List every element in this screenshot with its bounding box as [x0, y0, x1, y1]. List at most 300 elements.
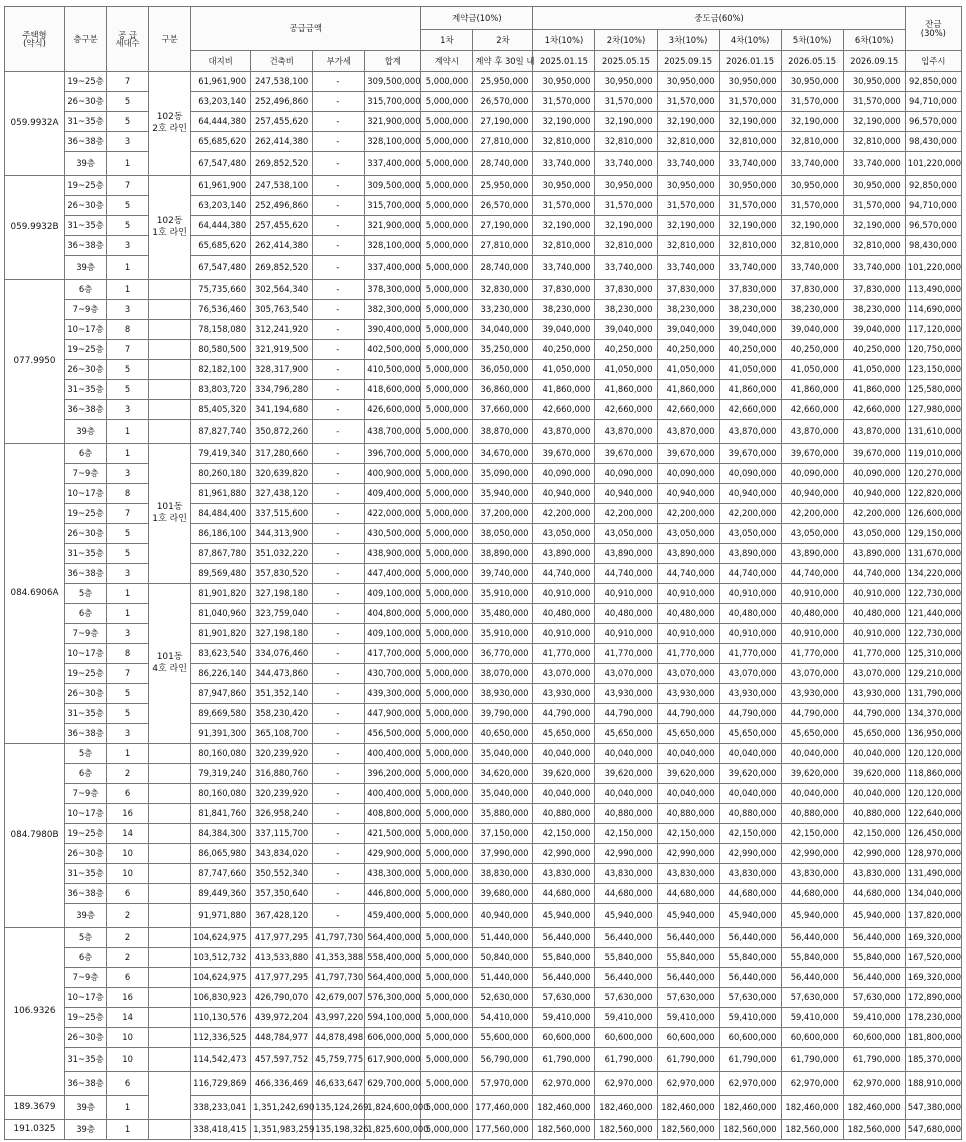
total-cell: 408,800,000: [365, 804, 421, 824]
division-cell: [149, 280, 191, 300]
middle-4-cell: 33,740,000: [719, 256, 781, 280]
land-cell: 65,685,620: [191, 132, 251, 152]
floor-cell: 39층: [65, 420, 107, 444]
contract-1-cell: 5,000,000: [421, 236, 473, 256]
middle-1-cell: 42,990,000: [533, 844, 595, 864]
middle-1-cell: 44,740,000: [533, 564, 595, 584]
middle-1-cell: 43,070,000: [533, 664, 595, 684]
contract-1-cell: 5,000,000: [421, 1072, 473, 1096]
contract-1-cell: 5,000,000: [421, 928, 473, 948]
land-header: 대지비: [191, 51, 251, 72]
middle-5-cell: 37,830,000: [781, 280, 843, 300]
middle-4-cell: 43,070,000: [719, 664, 781, 684]
middle-6-cell: 40,250,000: [843, 340, 905, 360]
middle-2-cell: 44,790,000: [595, 704, 657, 724]
units-cell: 5: [107, 380, 149, 400]
vat-cell: 43,997,220: [313, 1008, 365, 1028]
middle-1-cell: 42,200,000: [533, 504, 595, 524]
total-cell: 558,400,000: [365, 948, 421, 968]
middle-6-cell: 31,570,000: [843, 196, 905, 216]
table-row: [5, 216, 962, 236]
division-cell: [149, 904, 191, 928]
units-cell: 1: [107, 152, 149, 176]
contract-2-cell: 28,740,000: [473, 152, 533, 176]
vat-cell: 135,124,269: [313, 1096, 365, 1120]
middle-1-date: 2025.01.15: [533, 51, 595, 72]
total-cell: 459,400,000: [365, 904, 421, 928]
middle-4-cell: 44,740,000: [719, 564, 781, 584]
middle-2-cell: 40,910,000: [595, 624, 657, 644]
middle-3-cell: 33,740,000: [657, 152, 719, 176]
land-cell: 91,391,300: [191, 724, 251, 744]
building-cell: 247,538,100: [251, 72, 313, 92]
table-row: [5, 196, 962, 216]
middle-1-cell: 59,410,000: [533, 1008, 595, 1028]
middle-2-cell: 40,880,000: [595, 804, 657, 824]
middle-4-cell: 40,880,000: [719, 804, 781, 824]
balance-cell: 125,580,000: [905, 380, 961, 400]
balance-cell: 169,320,000: [905, 968, 961, 988]
land-cell: 80,260,180: [191, 464, 251, 484]
contract-1-cell: 5,000,000: [421, 704, 473, 724]
building-cell: 417,977,295: [251, 928, 313, 948]
contract-1-cell: 5,000,000: [421, 724, 473, 744]
type-cell: 084.7980B: [5, 744, 65, 928]
middle-4-cell: 59,410,000: [719, 1008, 781, 1028]
total-header: 합계: [365, 51, 421, 72]
middle-3-cell: 30,950,000: [657, 72, 719, 92]
middle-1-cell: 32,190,000: [533, 112, 595, 132]
units-cell: 14: [107, 824, 149, 844]
balance-cell: 126,600,000: [905, 504, 961, 524]
middle-4-cell: 43,870,000: [719, 420, 781, 444]
units-cell: 6: [107, 784, 149, 804]
contract-2-cell: 34,670,000: [473, 444, 533, 464]
middle-2-cell: 33,740,000: [595, 256, 657, 280]
division-cell: [149, 1120, 191, 1140]
floor-cell: 19~25층: [65, 1008, 107, 1028]
middle-1-header: 1차(10%): [533, 30, 595, 51]
balance-cell: 178,230,000: [905, 1008, 961, 1028]
land-cell: 81,901,820: [191, 624, 251, 644]
contract-2-cell: 35,090,000: [473, 464, 533, 484]
middle-3-cell: 62,970,000: [657, 1072, 719, 1096]
building-cell: 466,336,469: [251, 1072, 313, 1096]
floor-cell: 6층: [65, 764, 107, 784]
building-cell: 413,533,880: [251, 948, 313, 968]
vat-cell: -: [313, 340, 365, 360]
vat-cell: -: [313, 280, 365, 300]
contract-1-cell: 5,000,000: [421, 1096, 473, 1120]
table-row: [5, 968, 962, 988]
units-cell: 7: [107, 176, 149, 196]
table-row: [5, 400, 962, 420]
division-cell: [149, 1028, 191, 1048]
contract-1-cell: 5,000,000: [421, 400, 473, 420]
middle-3-cell: 57,630,000: [657, 988, 719, 1008]
building-cell: 328,317,900: [251, 360, 313, 380]
land-cell: 86,226,140: [191, 664, 251, 684]
middle-4-cell: 40,040,000: [719, 744, 781, 764]
middle-1-cell: 44,680,000: [533, 884, 595, 904]
table-row: [5, 360, 962, 380]
middle-3-cell: 40,480,000: [657, 604, 719, 624]
middle-1-cell: 44,790,000: [533, 704, 595, 724]
middle-5-cell: 30,950,000: [781, 72, 843, 92]
middle-6-cell: 40,040,000: [843, 744, 905, 764]
vat-cell: -: [313, 764, 365, 784]
floor-cell: 19~25층: [65, 504, 107, 524]
land-cell: 116,729,869: [191, 1072, 251, 1096]
middle-1-cell: 33,740,000: [533, 152, 595, 176]
middle-3-cell: 45,650,000: [657, 724, 719, 744]
contract-1-cell: 5,000,000: [421, 1028, 473, 1048]
middle-3-cell: 182,560,000: [657, 1120, 719, 1140]
land-cell: 86,065,980: [191, 844, 251, 864]
total-cell: 438,300,000: [365, 864, 421, 884]
middle-2-cell: 42,990,000: [595, 844, 657, 864]
middle-2-cell: 59,410,000: [595, 1008, 657, 1028]
middle-5-cell: 60,600,000: [781, 1028, 843, 1048]
contract-1-cell: 5,000,000: [421, 664, 473, 684]
balance-cell: 127,980,000: [905, 400, 961, 420]
building-cell: 350,872,260: [251, 420, 313, 444]
vat-cell: -: [313, 92, 365, 112]
land-cell: 338,233,041: [191, 1096, 251, 1120]
middle-5-cell: 39,620,000: [781, 764, 843, 784]
vat-cell: -: [313, 320, 365, 340]
total-cell: 576,300,000: [365, 988, 421, 1008]
middle-3-cell: 45,940,000: [657, 904, 719, 928]
vat-cell: 42,679,007: [313, 988, 365, 1008]
middle-2-cell: 38,230,000: [595, 300, 657, 320]
middle-5-cell: 32,190,000: [781, 216, 843, 236]
land-cell: 63,203,140: [191, 92, 251, 112]
middle-1-cell: 39,620,000: [533, 764, 595, 784]
middle-3-cell: 42,200,000: [657, 504, 719, 524]
contract-1-cell: 5,000,000: [421, 624, 473, 644]
type-cell: 084.6906A: [5, 444, 65, 744]
vat-cell: -: [313, 380, 365, 400]
middle-1-cell: 32,810,000: [533, 132, 595, 152]
units-cell: 2: [107, 928, 149, 948]
balance-cell: 128,970,000: [905, 844, 961, 864]
middle-4-cell: 43,830,000: [719, 864, 781, 884]
floor-cell: 7~9층: [65, 464, 107, 484]
vat-cell: -: [313, 904, 365, 928]
contract-2-cell: 40,650,000: [473, 724, 533, 744]
units-cell: 1: [107, 256, 149, 280]
vat-cell: -: [313, 300, 365, 320]
middle-3-cell: 32,190,000: [657, 112, 719, 132]
middle-4-cell: 39,620,000: [719, 764, 781, 784]
middle-3-cell: 31,570,000: [657, 92, 719, 112]
units-cell: 1: [107, 420, 149, 444]
balance-cell: 131,670,000: [905, 544, 961, 564]
middle-4-cell: 39,040,000: [719, 320, 781, 340]
division-cell: [149, 764, 191, 784]
contract-1-cell: 5,000,000: [421, 72, 473, 92]
middle-2-cell: 62,970,000: [595, 1072, 657, 1096]
land-cell: 104,624,975: [191, 928, 251, 948]
building-cell: 326,958,240: [251, 804, 313, 824]
middle-2-cell: 32,190,000: [595, 112, 657, 132]
land-cell: 65,685,620: [191, 236, 251, 256]
middle-5-cell: 31,570,000: [781, 196, 843, 216]
division-cell: [149, 784, 191, 804]
balance-cell: 118,860,000: [905, 764, 961, 784]
units-cell: 1: [107, 744, 149, 764]
middle-6-header: 6차(10%): [843, 30, 905, 51]
middle-4-cell: 56,440,000: [719, 928, 781, 948]
balance-cell: 185,370,000: [905, 1048, 961, 1072]
land-cell: 87,747,660: [191, 864, 251, 884]
middle-1-cell: 40,910,000: [533, 624, 595, 644]
building-cell: 457,597,752: [251, 1048, 313, 1072]
floor-cell: 31~35층: [65, 864, 107, 884]
vat-cell: -: [313, 624, 365, 644]
balance-cell: 125,310,000: [905, 644, 961, 664]
middle-5-cell: 31,570,000: [781, 92, 843, 112]
land-cell: 110,130,576: [191, 1008, 251, 1028]
middle-2-cell: 61,790,000: [595, 1048, 657, 1072]
land-cell: 80,580,500: [191, 340, 251, 360]
contract-2-cell: 27,190,000: [473, 216, 533, 236]
division-cell: [149, 824, 191, 844]
middle-4-cell: 182,560,000: [719, 1120, 781, 1140]
middle-1-cell: 40,940,000: [533, 484, 595, 504]
middle-4-cell: 42,150,000: [719, 824, 781, 844]
division-cell: [149, 928, 191, 948]
vat-cell: 41,797,730: [313, 968, 365, 988]
middle-4-cell: 57,630,000: [719, 988, 781, 1008]
floor-cell: 5층: [65, 584, 107, 604]
total-cell: 404,800,000: [365, 604, 421, 624]
units-cell: 6: [107, 1072, 149, 1096]
contract-2-cell: 39,790,000: [473, 704, 533, 724]
middle-4-cell: 42,990,000: [719, 844, 781, 864]
vat-cell: -: [313, 584, 365, 604]
contract-1-cell: 5,000,000: [421, 844, 473, 864]
middle-5-cell: 33,740,000: [781, 256, 843, 280]
table-row: [5, 444, 962, 464]
middle-2-cell: 41,050,000: [595, 360, 657, 380]
floor-cell: 36~38층: [65, 400, 107, 420]
middle-1-cell: 43,830,000: [533, 864, 595, 884]
building-cell: 448,784,977: [251, 1028, 313, 1048]
building-cell: 317,280,660: [251, 444, 313, 464]
middle-6-cell: 59,410,000: [843, 1008, 905, 1028]
middle-2-cell: 41,860,000: [595, 380, 657, 400]
middle-1-cell: 61,790,000: [533, 1048, 595, 1072]
total-cell: 309,500,000: [365, 72, 421, 92]
land-cell: 67,547,480: [191, 152, 251, 176]
land-cell: 112,336,525: [191, 1028, 251, 1048]
balance-header: 잔금 (30%): [905, 7, 961, 51]
table-row: [5, 464, 962, 484]
contract-1-cell: 5,000,000: [421, 604, 473, 624]
floor-header: 층구분: [65, 7, 107, 72]
contract-header: 계약금(10%): [421, 7, 533, 30]
middle-1-cell: 40,250,000: [533, 340, 595, 360]
middle-4-cell: 45,940,000: [719, 904, 781, 928]
vat-cell: -: [313, 444, 365, 464]
middle-4-cell: 61,790,000: [719, 1048, 781, 1072]
middle-5-cell: 44,740,000: [781, 564, 843, 584]
middle-2-cell: 42,200,000: [595, 504, 657, 524]
contract-2-cell: 52,630,000: [473, 988, 533, 1008]
contract-1-when: 계약시: [421, 51, 473, 72]
total-cell: 1,824,600,000: [365, 1096, 421, 1120]
units-cell: 10: [107, 1028, 149, 1048]
balance-cell: 92,850,000: [905, 176, 961, 196]
floor-cell: 19~25층: [65, 72, 107, 92]
middle-1-cell: 41,860,000: [533, 380, 595, 400]
division-cell: [149, 804, 191, 824]
contract-2-cell: 34,620,000: [473, 764, 533, 784]
division-cell: [149, 988, 191, 1008]
contract-2-cell: 25,950,000: [473, 72, 533, 92]
building-cell: 334,076,460: [251, 644, 313, 664]
middle-5-cell: 43,050,000: [781, 524, 843, 544]
middle-4-cell: 55,840,000: [719, 948, 781, 968]
middle-6-cell: 33,740,000: [843, 152, 905, 176]
land-cell: 64,444,380: [191, 112, 251, 132]
middle-3-cell: 43,050,000: [657, 524, 719, 544]
contract-2-cell: 27,190,000: [473, 112, 533, 132]
floor-cell: 6층: [65, 280, 107, 300]
vat-cell: -: [313, 804, 365, 824]
division-cell: 102동 2호 라인: [149, 72, 191, 176]
units-cell: 5: [107, 704, 149, 724]
units-cell: 7: [107, 504, 149, 524]
total-cell: 337,400,000: [365, 152, 421, 176]
type-cell: 106.9326: [5, 928, 65, 1096]
balance-cell: 92,850,000: [905, 72, 961, 92]
middle-2-cell: 44,680,000: [595, 884, 657, 904]
middle-5-cell: 43,930,000: [781, 684, 843, 704]
table-row: [5, 564, 962, 584]
middle-4-cell: 43,930,000: [719, 684, 781, 704]
contract-2-cell: 38,070,000: [473, 664, 533, 684]
floor-cell: 10~17층: [65, 804, 107, 824]
middle-5-date: 2026.05.15: [781, 51, 843, 72]
contract-2-cell: 35,940,000: [473, 484, 533, 504]
total-cell: 418,600,000: [365, 380, 421, 400]
units-cell: 5: [107, 92, 149, 112]
middle-2-cell: 56,440,000: [595, 968, 657, 988]
middle-1-cell: 32,190,000: [533, 216, 595, 236]
middle-6-cell: 31,570,000: [843, 92, 905, 112]
contract-1-cell: 5,000,000: [421, 380, 473, 400]
contract-2-cell: 54,410,000: [473, 1008, 533, 1028]
units-cell: 5: [107, 196, 149, 216]
middle-3-cell: 39,620,000: [657, 764, 719, 784]
building-cell: 357,350,640: [251, 884, 313, 904]
middle-1-cell: 45,650,000: [533, 724, 595, 744]
table-row: [5, 1120, 962, 1140]
building-cell: 365,108,700: [251, 724, 313, 744]
table-row: [5, 176, 962, 196]
land-cell: 103,512,732: [191, 948, 251, 968]
units-cell: 3: [107, 564, 149, 584]
middle-6-cell: 61,790,000: [843, 1048, 905, 1072]
vat-cell: -: [313, 176, 365, 196]
vat-cell: -: [313, 544, 365, 564]
table-row: [5, 1072, 962, 1096]
middle-4-date: 2026.01.15: [719, 51, 781, 72]
balance-cell: 122,820,000: [905, 484, 961, 504]
middle-2-cell: 57,630,000: [595, 988, 657, 1008]
land-cell: 80,160,080: [191, 784, 251, 804]
middle-header: 중도금(60%): [533, 7, 905, 30]
balance-cell: 96,570,000: [905, 216, 961, 236]
vat-cell: -: [313, 236, 365, 256]
vat-cell: -: [313, 564, 365, 584]
middle-4-cell: 60,600,000: [719, 1028, 781, 1048]
middle-3-cell: 40,910,000: [657, 624, 719, 644]
middle-6-cell: 44,740,000: [843, 564, 905, 584]
floor-cell: 36~38층: [65, 564, 107, 584]
middle-4-cell: 40,940,000: [719, 484, 781, 504]
building-cell: 344,313,900: [251, 524, 313, 544]
units-cell: 5: [107, 544, 149, 564]
contract-2-cell: 25,950,000: [473, 176, 533, 196]
middle-1-cell: 40,040,000: [533, 784, 595, 804]
table-row: [5, 280, 962, 300]
contract-2-cell: 26,570,000: [473, 196, 533, 216]
table-row: [5, 904, 962, 928]
middle-5-cell: 40,480,000: [781, 604, 843, 624]
balance-cell: 120,120,000: [905, 784, 961, 804]
middle-2-cell: 43,070,000: [595, 664, 657, 684]
middle-3-cell: 41,050,000: [657, 360, 719, 380]
middle-6-cell: 60,600,000: [843, 1028, 905, 1048]
balance-cell: 172,890,000: [905, 988, 961, 1008]
balance-cell: 98,430,000: [905, 132, 961, 152]
total-cell: 429,900,000: [365, 844, 421, 864]
middle-4-cell: 41,050,000: [719, 360, 781, 380]
building-cell: 320,239,920: [251, 784, 313, 804]
land-cell: 106,830,923: [191, 988, 251, 1008]
building-cell: 358,230,420: [251, 704, 313, 724]
type-header: 주택형 (약식): [5, 7, 65, 72]
table-body: [5, 72, 962, 1140]
middle-5-cell: 43,070,000: [781, 664, 843, 684]
middle-5-cell: 42,150,000: [781, 824, 843, 844]
middle-6-cell: 32,190,000: [843, 112, 905, 132]
middle-6-cell: 30,950,000: [843, 176, 905, 196]
floor-cell: 26~30층: [65, 1028, 107, 1048]
total-cell: 321,900,000: [365, 216, 421, 236]
contract-2-cell: 35,910,000: [473, 624, 533, 644]
building-cell: 262,414,380: [251, 132, 313, 152]
balance-cell: 129,210,000: [905, 664, 961, 684]
land-cell: 338,418,415: [191, 1120, 251, 1140]
floor-cell: 7~9층: [65, 784, 107, 804]
balance-cell: 131,610,000: [905, 420, 961, 444]
total-cell: 337,400,000: [365, 256, 421, 280]
units-cell: 2: [107, 764, 149, 784]
middle-5-cell: 32,190,000: [781, 112, 843, 132]
vat-cell: -: [313, 684, 365, 704]
middle-5-cell: 45,940,000: [781, 904, 843, 928]
total-cell: 400,400,000: [365, 744, 421, 764]
units-cell: 1: [107, 280, 149, 300]
middle-6-cell: 45,940,000: [843, 904, 905, 928]
table-row: [5, 1048, 962, 1072]
floor-cell: 10~17층: [65, 988, 107, 1008]
